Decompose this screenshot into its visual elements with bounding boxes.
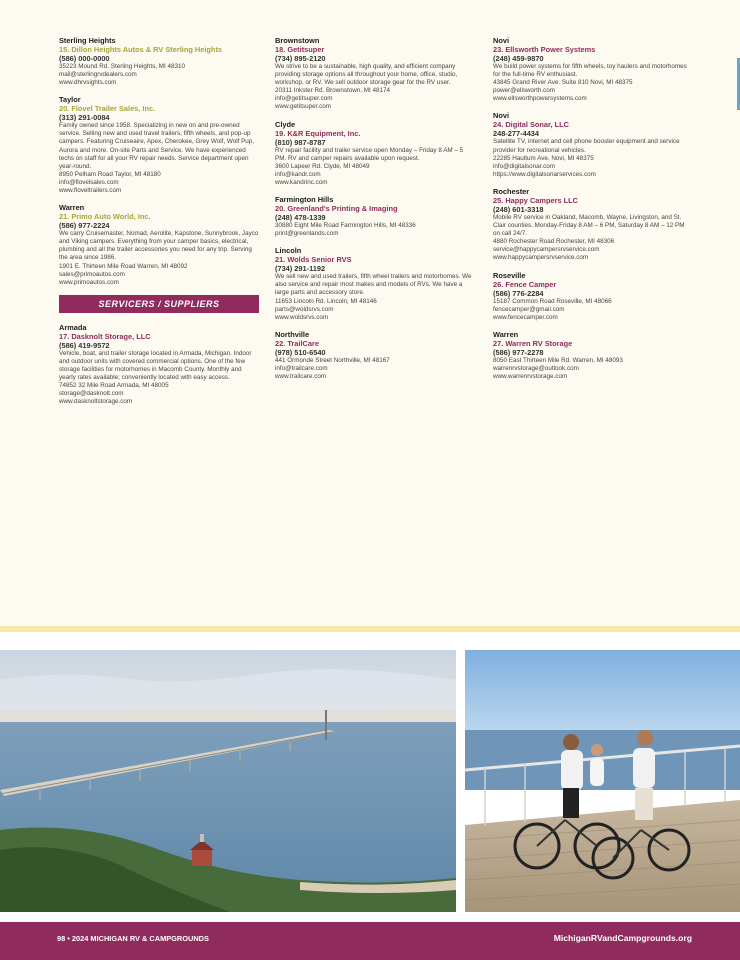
listing-website[interactable]: www.fencecamper.com (493, 313, 558, 321)
listing-entry (275, 330, 475, 381)
listing-address: 43845 Grand River Ave. Suite 810 Novi, MI 48375 (493, 79, 633, 87)
listing-address: 8950 Pelham Road Taylor, MI 48180 (59, 170, 161, 178)
listing-website[interactable]: www.primoautos.com (59, 278, 119, 286)
listing-city: Warren (493, 329, 519, 339)
listing-entry (275, 120, 475, 187)
listing-address: 15187 Common Road Roseville, MI 48066 (493, 297, 612, 305)
listing-address: 35223 Mound Rd. Sterling Heights, MI 48310 (59, 63, 186, 70)
footer-website-link[interactable]: MichiganRVandCampgrounds.org (553, 933, 692, 943)
listing-business-name[interactable]: 24. Digital Sonar, LLC (493, 120, 569, 130)
listing-description: We strive to be a sustainable, high quality, and efficient company providing storage options all throughout your home, office, studio, workshop, or RV. We sell outdoor storage gear for the RV user. (275, 63, 458, 87)
listing-phone[interactable]: 248-277-4434 (493, 129, 540, 139)
listing-email[interactable]: fencecamper@gmail.com (493, 305, 565, 313)
listing-address: 1901 E. Thirteen Mile Road Warren, MI 48092 (59, 262, 188, 270)
footer-page-label: 98 • 2024 MICHIGAN RV & CAMPGROUNDS (57, 934, 209, 943)
listing-phone[interactable]: (586) 000-0000 (59, 54, 110, 63)
listing-business-name[interactable]: 23. Ellsworth Power Systems (493, 45, 596, 54)
listing-entry (59, 203, 259, 287)
biking-family-photo (465, 650, 740, 912)
listing-website[interactable]: www.trailcare.com (275, 372, 327, 380)
listing-website[interactable]: www.woldsrvs.com (275, 313, 329, 321)
listing-description: Family owned since 1958. Specializing in new on and pre-owned service. Selling new and used travel trailers, fifth wheels, and pop-up campers. Featuring Cruiseaire, Apex, Cherokee, Grey Wolf, Wolf Pup, Aurora and more. On-site Parts and Service. We have experienced techs on staff for all your RV repair needs. Service department open year-round. (59, 122, 255, 170)
listing-entry (59, 95, 259, 195)
listing-phone[interactable]: (586) 977-2224 (59, 221, 110, 231)
listing-address: 74852 32 Mile Road Armada, MI 48005 (59, 382, 169, 390)
listing-email[interactable]: print@greenlands.com (275, 230, 339, 238)
listing-city: Armada (59, 322, 87, 332)
listing-address: 8050 East Thirteen Mile Rd. Warren, MI 48093 (493, 356, 623, 364)
listing-email[interactable]: info@flovelsales.com (59, 178, 119, 186)
listing-entry (493, 36, 693, 103)
listings-column-1 (59, 36, 259, 415)
listing-entry (493, 271, 693, 322)
listing-address: 4880 Rochester Road Rochester, MI 48306 (493, 238, 615, 246)
listing-email[interactable]: info@digitalsonar.com (493, 162, 556, 170)
listing-address: 3600 Lapeer Rd. Clyde, MI 48049 (275, 162, 370, 170)
listing-description: Satellite TV, internet and cell phone booster equipment and service provider for recreational vehicles. (493, 138, 680, 154)
listing-description: RV repair facility and trailer service open Monday – Friday 8 AM – 5 PM. RV and camper repairs available upon request. (275, 146, 464, 162)
listing-description: Vehicle, boat, and trailer storage located in Armada, Michigan. Indoor and outdoor units with covered commercial options. One of the few storage facilities for motorhomes in Macomb County. Monthly and yearly rates available; conveniently located with easy access. (59, 349, 252, 382)
listing-entry (59, 36, 259, 87)
listing-website[interactable]: www.warrenrvstorage.com (493, 372, 568, 380)
listing-entry (493, 187, 693, 263)
listing-business-name[interactable]: 19. K&R Equipment, Inc. (275, 128, 361, 138)
listing-email[interactable]: warrenrvstorage@outlook.com (493, 364, 579, 372)
listing-description: We sell new and used trailers, fifth wheel trailers and motorhomes. We also service and repair most makes and models of RVs. We have a large parts and accessory store. (275, 273, 472, 297)
listing-entry (59, 323, 259, 407)
listing-address: 20311 Inkster Rd. Brownstown, MI 48174 (275, 87, 391, 95)
listing-website[interactable]: https://www.digitalsonarservices.com (493, 170, 596, 178)
listing-city: Northville (275, 329, 310, 339)
listing-email[interactable]: info@kandr.com (275, 170, 321, 178)
listing-entry (275, 246, 475, 322)
listing-email[interactable]: mail@sterlingrvdealers.com (59, 71, 137, 79)
listing-business-name[interactable]: 21. Wolds Senior RVS (275, 255, 352, 265)
listing-website[interactable]: www.ellsworthpowersystems.com (493, 95, 587, 103)
listing-entry (493, 330, 693, 381)
listing-website[interactable]: www.dhrvsights.com (59, 79, 117, 87)
listing-city: Clyde (275, 119, 296, 129)
listing-entry (275, 195, 475, 238)
section-banner-servicers-suppliers: SERVICERS / SUPPLIERS (59, 295, 259, 313)
listing-city: Novi (493, 36, 510, 45)
listing-city: Taylor (59, 95, 81, 105)
listing-phone[interactable]: (810) 987-8787 (275, 137, 326, 147)
listing-city: Lincoln (275, 246, 302, 256)
listings-column-2 (275, 36, 475, 389)
listing-description: Mobile RV service in Oakland, Macomb, Wayne, Livingston, and St. Clair counties. Monday-Friday 8 AM – 6 PM, Saturday 8 AM – 12 PM on call 24/7. (493, 213, 685, 238)
listing-business-name[interactable]: 17. Dasknolt Storage, LLC (59, 331, 151, 341)
page-footer (0, 922, 740, 960)
listing-phone[interactable]: (734) 895-2120 (275, 54, 326, 63)
listings-column-3 (493, 36, 693, 389)
listing-business-name[interactable]: 20. Greenland's Printing & Imaging (275, 204, 398, 214)
listing-email[interactable]: service@happycampersrvservice.com (493, 246, 600, 254)
listing-address: 441 Ormonde Street Northville, MI 48167 (275, 356, 390, 364)
listing-city: Brownstown (275, 36, 320, 45)
listing-entry (493, 111, 693, 178)
listing-address: 22285 Haultum Ave. Novi, MI 48375 (493, 154, 594, 162)
listing-city: Novi (493, 111, 510, 121)
listing-phone[interactable]: (586) 977-2278 (493, 347, 544, 357)
listing-city: Rochester (493, 186, 530, 196)
listing-phone[interactable]: (248) 601-3318 (493, 204, 544, 214)
listing-city: Sterling Heights (59, 36, 116, 45)
listing-entry (275, 36, 475, 112)
listing-business-name[interactable]: 20. Flovel Trailer Sales, Inc. (59, 104, 156, 114)
section-divider (0, 626, 740, 632)
listing-email[interactable]: power@ellsworth.com (493, 87, 556, 95)
listing-business-name[interactable]: 22. TrailCare (275, 338, 319, 348)
listing-business-name[interactable]: 27. Warren RV Storage (493, 338, 573, 348)
listing-phone[interactable]: (248) 478-1339 (275, 213, 326, 223)
listing-description: We carry Cruisemaster, Nomad, Aerolite, Kapstone, Sunnybrook, Jayco and Viking campers. Everything from your camper basics, electrical, plumbing and all the trailer accessories you need for any trip. Serving the area since 1986. (59, 230, 259, 262)
listing-business-name[interactable]: 15. Dillon Heights Autos & RV Sterling Heights (59, 45, 223, 54)
listing-website[interactable]: www.happycampersrvservice.com (493, 254, 589, 262)
listing-email[interactable]: sales@primoautos.com (59, 270, 125, 278)
listing-website[interactable]: www.getitsuper.com (275, 103, 331, 111)
listing-address: 11653 Lincoln Rd. Lincoln, MI 48146 (275, 297, 377, 305)
listing-business-name[interactable]: 26. Fence Camper (493, 279, 557, 289)
listing-business-name[interactable]: 21. Primo Auto World, Inc. (59, 212, 151, 222)
listing-description: We build power systems for fifth wheels, toy haulers and motorhomes for the full-time RV enthusiast. (493, 63, 687, 79)
bridge-photo (0, 650, 456, 912)
listing-phone[interactable]: (586) 776-2284 (493, 288, 544, 298)
listing-business-name[interactable]: 18. Getitsuper (275, 45, 325, 54)
listing-city: Farmington Hills (275, 195, 334, 205)
listing-address: 30880 Eight Mile Road Farmington Hills, MI 48336 (275, 222, 416, 230)
listing-email[interactable]: parts@woldsrvs.com (275, 305, 334, 313)
listing-business-name[interactable]: 25. Happy Campers LLC (493, 195, 579, 205)
listing-phone[interactable]: (313) 291-0084 (59, 113, 110, 123)
listing-city: Warren (59, 203, 85, 213)
listing-phone[interactable]: (248) 459-9870 (493, 54, 544, 63)
listing-city: Roseville (493, 270, 526, 280)
listing-phone[interactable]: (734) 291-1192 (275, 264, 326, 274)
listing-website[interactable]: www.kandrinc.com (275, 178, 328, 186)
listing-website[interactable]: www.dasknoltstorage.com (59, 398, 133, 406)
listing-email[interactable]: info@getitsuper.com (275, 95, 333, 103)
listing-phone[interactable]: (978) 510-6540 (275, 347, 326, 357)
listing-email[interactable]: info@trailcare.com (275, 364, 328, 372)
listing-website[interactable]: www.floveltrailers.com (59, 187, 122, 195)
listing-email[interactable]: storage@dasknolt.com (59, 390, 124, 398)
listing-phone[interactable]: (586) 419-9572 (59, 340, 110, 350)
